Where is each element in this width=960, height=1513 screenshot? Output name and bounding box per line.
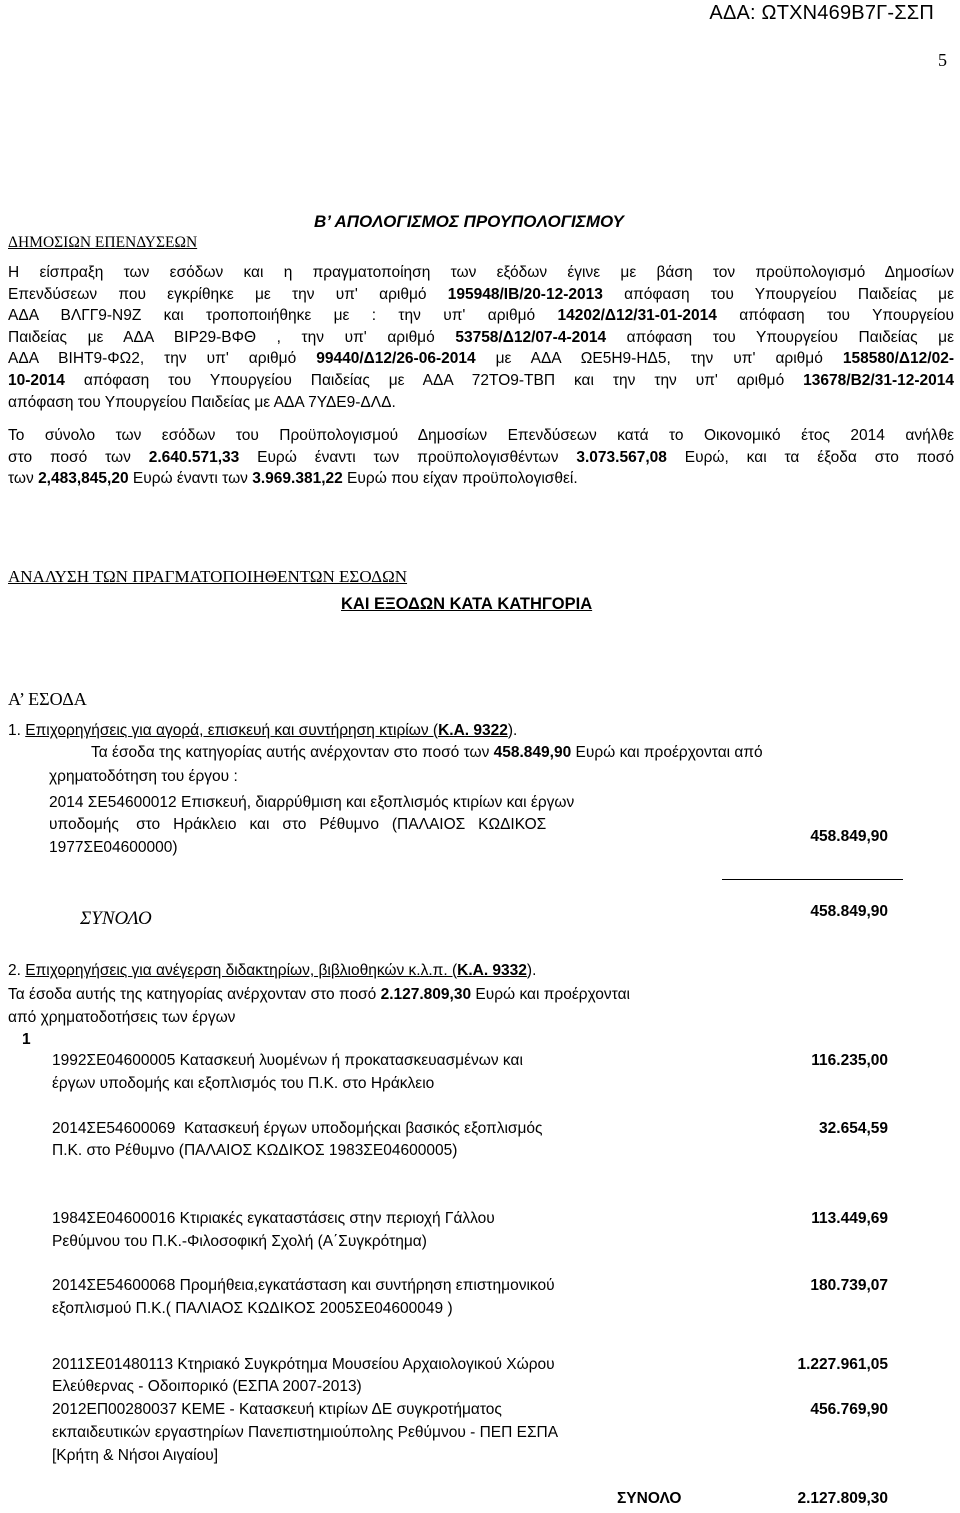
paragraph-text: Επενδύσεων που εγκρίθηκε με την υπ' αριθμό [8,285,448,303]
project-amount: 458.849,90 [810,828,888,845]
project-line: έργων υποδομής και εξοπλισμός του Π.Κ. στο Ηράκλειο [52,1075,435,1092]
paragraph-line [8,370,954,392]
bold-reference: 14202/Δ12/31-01-2014 [557,307,717,325]
paragraph-line [8,468,954,490]
bold-reference: 2,483,845,20 [38,470,129,488]
paragraph-text: ΑΔΑ ΒΙΗΤ9-ΦΩ2, την υπ' αριθμό [8,350,317,368]
project-line: Π.Κ. στο Ρέθυμνο (ΠΑΛΑΙΟΣ ΚΩΔΙΚΟΣ 1983ΣΕ04600005) [52,1142,458,1159]
paragraph-text: απόφαση του Υπουργείου Παιδείας με ΑΔΑ 72ΤΟ9-ΤΒΠ και την την υπ' αριθμό [64,371,804,389]
total-label: ΣΥΝΟΛΟ [617,1490,682,1507]
analysis-heading: ΑΝΑΛΥΣΗ ΤΩΝ ΠΡΑΓΜΑΤΟΠΟΙΗΘΕΝΤΩΝ ΕΣΟΔΩΝ [8,567,408,586]
project-line: 1984ΣΕ04600016 Κτιριακές εγκαταστάσεις στην περιοχή Γάλλου [52,1210,495,1227]
total-rule [722,879,903,880]
analysis-subheading: ΚΑΙ ΕΞΟΔΩΝ ΚΑΤΑ ΚΑΤΗΓΟΡΙΑ [341,595,593,613]
project-line: 2014 ΣΕ54600012 Επισκευή, διαρρύθμιση και εξοπλισμός κτιρίων και έργων [49,794,575,811]
total-amount: 458.849,90 [810,903,888,920]
ada-header: ΑΔΑ: ΩΤΧΝ469Β7Γ-ΣΣΠ [709,2,934,24]
category-title: Επιχορηγήσεις για ανέγερση διδακτηρίων, βιβλιοθηκών κ.λ.π. ( [25,962,458,979]
revenue-heading: Α’ ΕΣΟΔΑ [8,689,87,709]
bold-reference: 195948/ΙΒ/20-12-2013 [447,285,603,303]
category-1-title [8,722,517,740]
project-line: 2011ΣΕ01480113 Κτηριακό Συγκρότημα Μουσείου Αρχαιολογικού Χώρου [52,1356,555,1373]
paragraph-text: Η είσπραξη των εσόδων και η πραγματοποίηση των εξόδων έγινε με βάση τον προϋπολογισμό Δημοσίων [8,264,954,281]
bold-reference: 3.969.381,22 [252,470,343,488]
project-amount: 456.769,90 [810,1401,888,1418]
category-1-text [91,744,763,762]
project-line: 2014ΣΕ54600068 Προμήθεια,εγκατάσταση και συντήρηση επιστημονικού [52,1277,555,1294]
project-line: 1977ΣΕ04600000) [49,839,178,856]
paragraph-line [8,392,954,414]
bold-reference: 13678/Β2/31-12-2014 [803,371,954,389]
total-amount: 2.127.809,30 [797,1490,888,1507]
section-subtitle: ΔΗΜΟΣΙΩΝ ΕΠΕΝΔΥΣΕΩΝ [8,234,198,251]
paragraph-line [8,447,954,469]
project-line: 1992ΣΕ04600005 Κατασκευή λυομένων ή προκατασκευασμένων και [52,1052,523,1069]
category-1-text-2: χρηματοδότηση του έργου : [49,768,238,785]
paragraph-line [8,327,954,349]
category-text: Τα έσοδα της κατηγορίας αυτής ανέρχονταν στο ποσό των [91,744,494,761]
category-text-end: Ευρώ και προέρχονται [471,986,630,1003]
project-amount: 113.449,69 [811,1210,888,1227]
category-2-text-2: από χρηματοδοτήσεις των έργων [8,1009,236,1026]
paragraph-text: Ευρώ που είχαν προϋπολογισθεί. [342,470,578,488]
bold-reference: 53758/Δ12/07-4-2014 [455,328,607,346]
project-amount: 32.654,59 [819,1120,888,1137]
paragraph-text: απόφαση του Υπουργείου [716,307,954,325]
paragraph-text: Ευρώ έναντι των [128,470,253,488]
paragraph-text: Παιδείας με ΑΔΑ ΒΙΡ29-ΒΦΘ , την υπ' αριθμό [8,328,456,346]
paragraph-line [8,305,954,327]
project-line: [Κρήτη & Νήσοι Αιγαίου] [52,1447,219,1464]
project-amount: 116.235,00 [811,1052,888,1069]
bold-reference: 3.073.567,08 [576,448,667,466]
bold-reference: 158580/Δ12/02- [842,350,954,368]
bold-reference: 99440/Δ12/26-06-2014 [316,350,476,368]
category-title: Επιχορηγήσεις για αγορά, επισκευή και συντήρηση κτιρίων ( [25,722,439,739]
section-title: Β’ ΑΠΟΛΟΓΙΣΜΟΣ ΠΡΟΥΠΟΛΟΓΙΣΜΟΥ [314,212,624,231]
paragraph-text: με ΑΔΑ ΩΕ5Η9-ΗΔ5, την υπ' αριθμό [475,350,843,368]
paragraph-text: ΑΔΑ ΒΛΓΓ9-Ν9Ζ και τροποποιήθηκε με : την υπ' αριθμό [8,307,558,325]
category-code: Κ.Α. 9322 [438,722,508,739]
paragraph-text: Ευρώ, και τα έξοδα στο ποσό [666,448,954,466]
paragraph-text: απόφαση του Υπουργείου Παιδείας με [602,285,954,303]
bold-reference: 10-2014 [8,371,65,389]
paragraph-line [8,262,954,284]
project-line: 2014ΣΕ54600069 Κατασκευή έργων υποδομήςκαι βασικός εξοπλισμός [52,1120,543,1137]
category-number: 1. [8,722,26,739]
paragraph-line [8,284,954,306]
paragraph-line [8,348,954,370]
list-marker: 1 [22,1031,31,1048]
page-number: 5 [938,50,947,70]
summary-paragraph [8,425,954,490]
project-line: Ρεθύμνου του Π.Κ.-Φιλοσοφική Σχολή (Α΄Συγκρότημα) [52,1233,427,1250]
paragraph-text: Το σύνολο των εσόδων του Προϋπολογισμού Δημοσίων Επενδύσεων κατά το Οικονομικό έτος 2014 ανήλθε [8,427,954,444]
paragraph-text: απόφαση του Υπουργείου Παιδείας με [606,328,954,346]
category-text: Τα έσοδα αυτής της κατηγορίας ανέρχονταν στο ποσό [8,986,381,1003]
project-line: υποδομής στο Ηράκλειο και στο Ρέθυμνο (ΠΑΛΑΙΟΣ ΚΩΔΙΚΟΣ [49,816,547,833]
paragraph-text: των [8,470,39,488]
category-title-end: ). [507,722,518,739]
category-amount: 458.849,90 [493,744,572,761]
paragraph-text: στο ποσό των [8,448,149,466]
paragraph-text: Ευρώ έναντι των προϋπολογισθέντων [239,448,577,466]
category-amount: 2.127.809,30 [380,986,472,1003]
category-2-title [8,962,536,980]
paragraph-line [8,425,954,447]
project-line: εκπαιδευτικών εργαστηρίων Πανεπιστημιούπολης Ρεθύμνου - ΠΕΠ ΕΣΠΑ [52,1424,559,1441]
project-line: Ελεύθερνας - Οδοιπορικό (ΕΣΠΑ 2007-2013) [52,1378,362,1395]
category-2-text [8,986,630,1004]
intro-paragraph [8,262,954,413]
paragraph-text: απόφαση του Υπουργείου Παιδείας με ΑΔΑ 7ΥΔΕ9-ΔΛΔ. [8,393,396,411]
total-label: ΣΥΝΟΛΟ [80,908,152,929]
project-line: 2012ΕΠ00280037 ΚΕΜΕ - Κατασκευή κτιρίων ΔΕ συγκροτήματος [52,1401,502,1418]
project-amount: 1.227.961,05 [797,1356,888,1373]
category-code: Κ.Α. 9332 [457,962,527,979]
category-text-end: Ευρώ και προέρχονται από [571,744,763,761]
project-line: εξοπλισμού Π.Κ.( ΠΑΛΙΑΟΣ ΚΩΔΙΚΟΣ 2005ΣΕ04600049 ) [52,1300,453,1317]
category-title-end: ). [526,962,537,979]
project-amount: 180.739,07 [810,1277,888,1294]
bold-reference: 2.640.571,33 [148,448,240,466]
category-number: 2. [8,962,26,979]
